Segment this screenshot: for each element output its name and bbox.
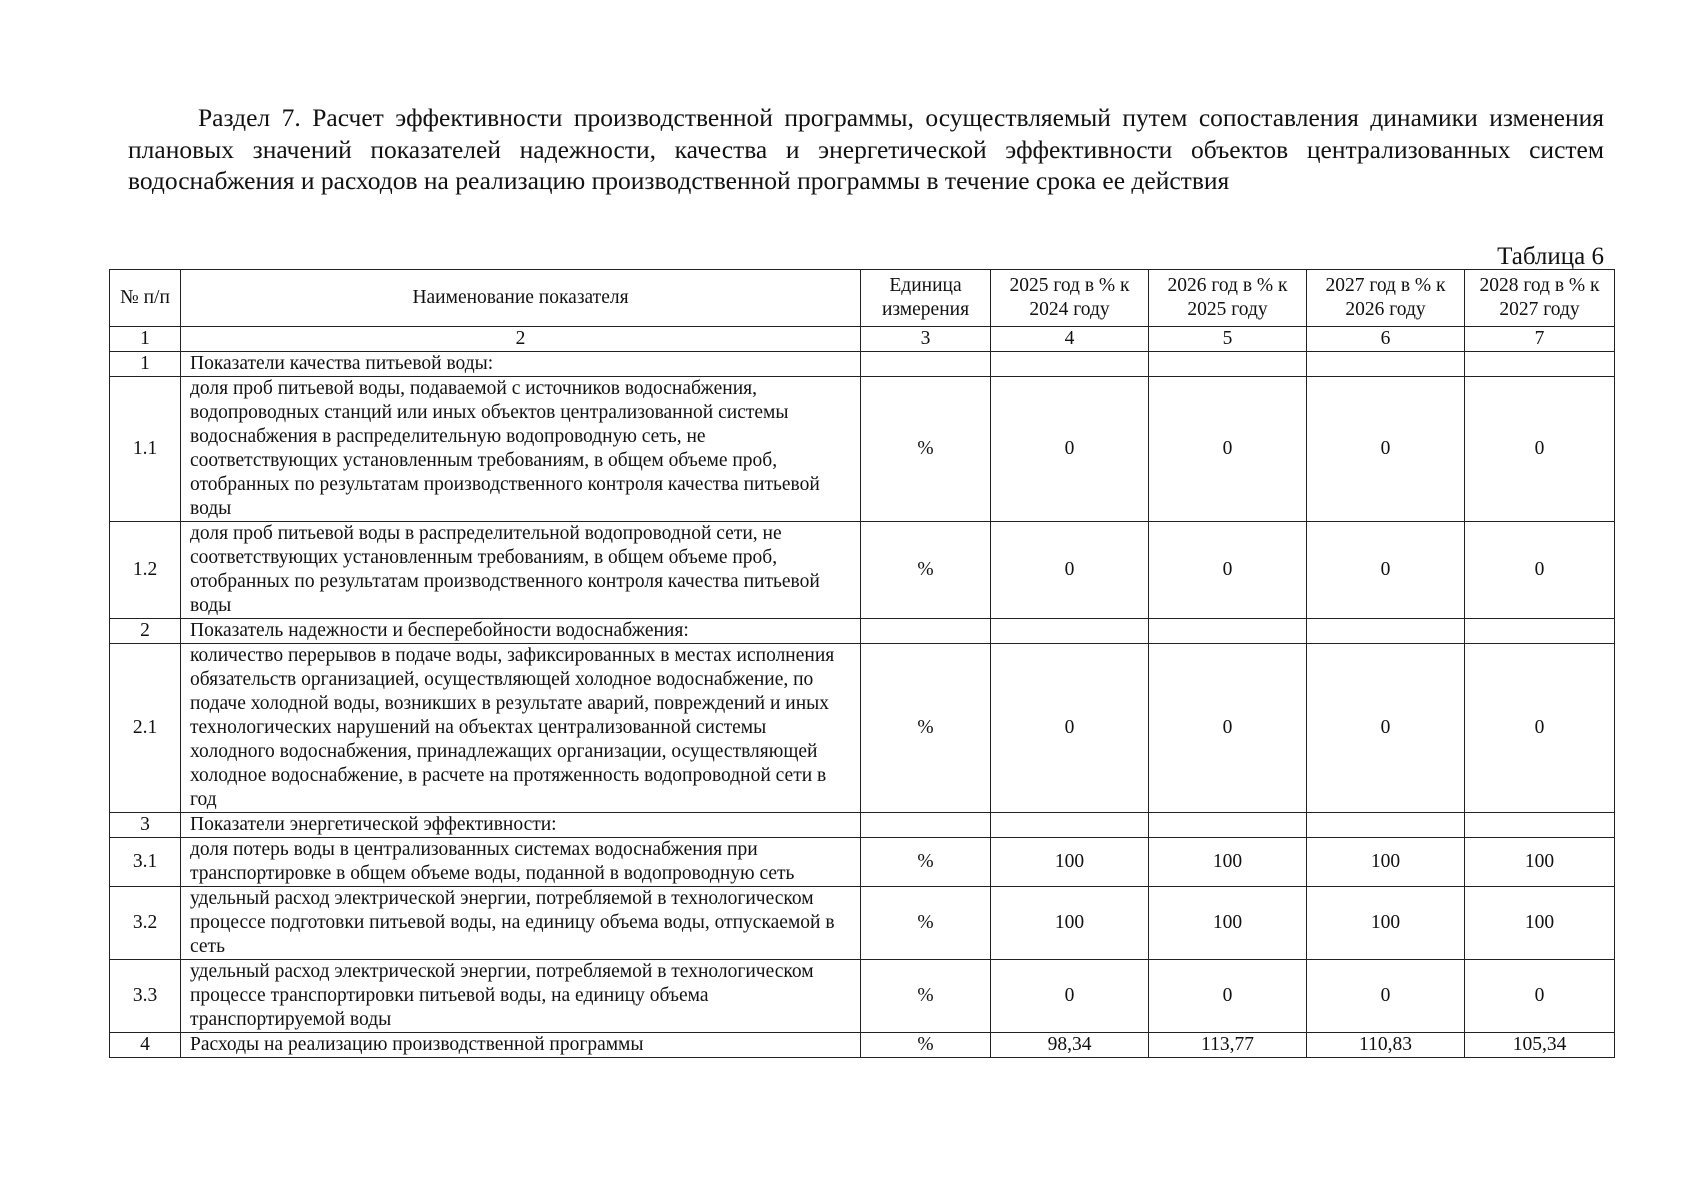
row-value-2026: 0 <box>1149 522 1307 619</box>
row-value-2025: 100 <box>991 887 1149 960</box>
row-unit <box>861 352 991 377</box>
row-unit: % <box>861 377 991 522</box>
row-value-2025 <box>991 352 1149 377</box>
row-num: 3.1 <box>110 838 181 887</box>
row-value-2028: 105,34 <box>1465 1033 1615 1058</box>
row-name: количество перерывов в подаче воды, зафиксированных в местах исполнения обязательств организацией, осуществляющей холодное водоснабжение, по подаче холодной воды, возникших в результате аварий, повреждений и иных технологических нарушений на объектах централизованной системы холодного водоснабжения, принадлежащих организации, осуществляющей холодное водоснабжение, в расчете на протяженность водопроводной сети в год <box>181 644 861 813</box>
row-value-2025 <box>991 813 1149 838</box>
table-row <box>110 813 1615 838</box>
column-number: 3 <box>861 327 991 352</box>
header-2028: 2028 год в % к 2027 году <box>1465 270 1615 327</box>
row-value-2025: 0 <box>991 644 1149 813</box>
row-name: Показатель надежности и бесперебойности водоснабжения: <box>181 619 861 644</box>
row-value-2025 <box>991 619 1149 644</box>
column-number: 1 <box>110 327 181 352</box>
table-label: Таблица 6 <box>1497 243 1604 270</box>
indicators-table <box>109 269 1615 1058</box>
column-number: 2 <box>181 327 861 352</box>
column-number: 7 <box>1465 327 1615 352</box>
row-num: 1 <box>110 352 181 377</box>
row-name: удельный расход электрической энергии, потребляемой в технологическом процессе подготовки питьевой воды, на единицу объема воды, отпускаемой в сеть <box>181 887 861 960</box>
section-heading: Раздел 7. Расчет эффективности производственной программы, осуществляемый путем сопоставления динамики изменения плановых значений показателей надежности, качества и энергетической эффективности объектов централизованных систем водоснабжения и расходов на реализацию производственной программы в течение срока ее действия <box>128 103 1604 195</box>
table-row <box>110 522 1615 619</box>
row-value-2028: 0 <box>1465 644 1615 813</box>
row-num: 3 <box>110 813 181 838</box>
row-value-2026 <box>1149 352 1307 377</box>
table-row <box>110 644 1615 813</box>
row-name: доля проб питьевой воды в распределительной водопроводной сети, не соответствующих установленным требованиям, в общем объеме проб, отобранных по результатам производственного контроля качества питьевой воды <box>181 522 861 619</box>
row-value-2026: 100 <box>1149 838 1307 887</box>
row-value-2027: 0 <box>1307 960 1465 1033</box>
row-name: Показатели качества питьевой воды: <box>181 352 861 377</box>
row-num: 4 <box>110 1033 181 1058</box>
row-value-2027: 0 <box>1307 522 1465 619</box>
table-row <box>110 619 1615 644</box>
row-num: 2 <box>110 619 181 644</box>
row-value-2026: 0 <box>1149 377 1307 522</box>
row-unit: % <box>861 838 991 887</box>
table-row <box>110 838 1615 887</box>
row-name: доля потерь воды в централизованных системах водоснабжения при транспортировке в общем объеме воды, поданной в водопроводную сеть <box>181 838 861 887</box>
row-num: 1.2 <box>110 522 181 619</box>
row-value-2028: 0 <box>1465 377 1615 522</box>
table-row <box>110 960 1615 1033</box>
row-value-2025: 0 <box>991 377 1149 522</box>
row-value-2025: 0 <box>991 522 1149 619</box>
table-row <box>110 1033 1615 1058</box>
header-unit: Единица измерения <box>861 270 991 327</box>
row-name: Показатели энергетической эффективности: <box>181 813 861 838</box>
table-header-row <box>110 270 1615 327</box>
header-2026: 2026 год в % к 2025 году <box>1149 270 1307 327</box>
row-value-2028: 0 <box>1465 960 1615 1033</box>
row-value-2026 <box>1149 813 1307 838</box>
row-value-2026 <box>1149 619 1307 644</box>
row-unit <box>861 619 991 644</box>
column-number-row <box>110 327 1615 352</box>
row-value-2026: 0 <box>1149 960 1307 1033</box>
column-number: 5 <box>1149 327 1307 352</box>
row-value-2028: 0 <box>1465 522 1615 619</box>
row-num: 2.1 <box>110 644 181 813</box>
table-row <box>110 352 1615 377</box>
row-value-2027 <box>1307 619 1465 644</box>
row-unit: % <box>861 887 991 960</box>
row-value-2028 <box>1465 619 1615 644</box>
row-value-2026: 113,77 <box>1149 1033 1307 1058</box>
table-row <box>110 887 1615 960</box>
row-value-2028: 100 <box>1465 887 1615 960</box>
row-value-2027: 100 <box>1307 887 1465 960</box>
row-value-2028: 100 <box>1465 838 1615 887</box>
header-num: № п/п <box>110 270 181 327</box>
row-value-2027 <box>1307 352 1465 377</box>
header-2025: 2025 год в % к 2024 году <box>991 270 1149 327</box>
row-unit: % <box>861 960 991 1033</box>
row-unit: % <box>861 1033 991 1058</box>
row-num: 1.1 <box>110 377 181 522</box>
row-value-2027: 0 <box>1307 377 1465 522</box>
row-value-2025: 0 <box>991 960 1149 1033</box>
row-value-2027: 0 <box>1307 644 1465 813</box>
header-2027: 2027 год в % к 2026 году <box>1307 270 1465 327</box>
row-unit: % <box>861 644 991 813</box>
row-num: 3.3 <box>110 960 181 1033</box>
row-name: Расходы на реализацию производственной программы <box>181 1033 861 1058</box>
column-number: 4 <box>991 327 1149 352</box>
row-unit: % <box>861 522 991 619</box>
row-value-2026: 100 <box>1149 887 1307 960</box>
row-value-2027 <box>1307 813 1465 838</box>
row-value-2028 <box>1465 813 1615 838</box>
row-value-2028 <box>1465 352 1615 377</box>
row-unit <box>861 813 991 838</box>
row-value-2027: 110,83 <box>1307 1033 1465 1058</box>
row-name: удельный расход электрической энергии, потребляемой в технологическом процессе транспортировки питьевой воды, на единицу объема транспортируемой воды <box>181 960 861 1033</box>
table-row <box>110 377 1615 522</box>
row-value-2025: 98,34 <box>991 1033 1149 1058</box>
column-number: 6 <box>1307 327 1465 352</box>
row-value-2027: 100 <box>1307 838 1465 887</box>
row-num: 3.2 <box>110 887 181 960</box>
row-value-2026: 0 <box>1149 644 1307 813</box>
row-name: доля проб питьевой воды, подаваемой с источников водоснабжения, водопроводных станций или иных объектов централизованной системы водоснабжения в распределительную водопроводную сеть, не соответствующих установленным требованиям, в общем объеме проб, отобранных по результатам производственного контроля качества питьевой воды <box>181 377 861 522</box>
header-name: Наименование показателя <box>181 270 861 327</box>
row-value-2025: 100 <box>991 838 1149 887</box>
